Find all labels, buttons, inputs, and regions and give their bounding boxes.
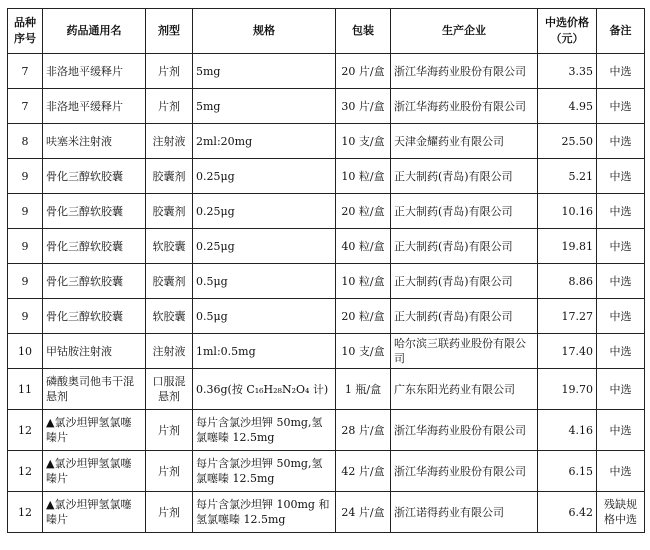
cell-price: 3.35 [538, 54, 597, 89]
cell-price: 19.81 [538, 229, 597, 264]
cell-maker: 浙江华海药业股份有限公司 [391, 410, 538, 451]
cell-spec: 0.25μg [193, 159, 336, 194]
cell-name: ▲氯沙坦钾氢氯噻嗪片 [43, 451, 146, 492]
cell-pack: 10 粒/盒 [336, 264, 391, 299]
cell-pack: 10 支/盒 [336, 124, 391, 159]
cell-note: 中选 [597, 264, 645, 299]
cell-seq: 9 [8, 229, 43, 264]
table-row [8, 492, 645, 533]
cell-price: 5.21 [538, 159, 597, 194]
cell-form: 胶囊剂 [146, 159, 193, 194]
cell-name: 骨化三醇软胶囊 [43, 194, 146, 229]
cell-maker: 浙江诺得药业有限公司 [391, 492, 538, 533]
cell-seq: 9 [8, 159, 43, 194]
cell-price: 4.95 [538, 89, 597, 124]
cell-maker: 浙江华海药业股份有限公司 [391, 451, 538, 492]
cell-pack: 20 粒/盒 [336, 194, 391, 229]
cell-name: ▲氯沙坦钾氢氯噻嗪片 [43, 492, 146, 533]
table-row [8, 159, 645, 194]
cell-note: 中选 [597, 410, 645, 451]
cell-price: 10.16 [538, 194, 597, 229]
cell-maker: 浙江华海药业股份有限公司 [391, 89, 538, 124]
cell-note: 中选 [597, 451, 645, 492]
cell-seq: 7 [8, 54, 43, 89]
cell-form: 片剂 [146, 89, 193, 124]
cell-name: 骨化三醇软胶囊 [43, 229, 146, 264]
cell-seq: 9 [8, 194, 43, 229]
cell-note: 中选 [597, 334, 645, 369]
cell-maker: 正大制药(青岛)有限公司 [391, 194, 538, 229]
header-form: 剂型 [146, 9, 193, 54]
table-row [8, 194, 645, 229]
table-row [8, 54, 645, 89]
cell-price: 25.50 [538, 124, 597, 159]
cell-spec: 每片含氯沙坦钾 50mg,氢氯噻嗪 12.5mg [193, 451, 336, 492]
cell-form: 口服混悬剂 [146, 369, 193, 410]
cell-pack: 10 粒/盒 [336, 159, 391, 194]
cell-pack: 42 片/盒 [336, 451, 391, 492]
cell-seq: 7 [8, 89, 43, 124]
cell-form: 片剂 [146, 54, 193, 89]
cell-price: 17.27 [538, 299, 597, 334]
table-row [8, 264, 645, 299]
cell-spec: 0.36g(按 C₁₆H₂₈N₂O₄ 计) [193, 369, 336, 410]
cell-form: 片剂 [146, 451, 193, 492]
cell-form: 注射液 [146, 124, 193, 159]
cell-seq: 12 [8, 492, 43, 533]
cell-seq: 10 [8, 334, 43, 369]
cell-seq: 11 [8, 369, 43, 410]
header-seq: 品种 序号 [8, 9, 43, 54]
cell-form: 胶囊剂 [146, 194, 193, 229]
cell-name: 非洛地平缓释片 [43, 54, 146, 89]
cell-maker: 正大制药(青岛)有限公司 [391, 159, 538, 194]
cell-spec: 0.25μg [193, 194, 336, 229]
cell-name: 骨化三醇软胶囊 [43, 264, 146, 299]
cell-note: 中选 [597, 299, 645, 334]
cell-note: 中选 [597, 369, 645, 410]
table-row [8, 451, 645, 492]
cell-name: 呋塞米注射液 [43, 124, 146, 159]
cell-maker: 浙江华海药业股份有限公司 [391, 54, 538, 89]
table-row [8, 229, 645, 264]
cell-note: 中选 [597, 229, 645, 264]
cell-name: 骨化三醇软胶囊 [43, 159, 146, 194]
cell-form: 注射液 [146, 334, 193, 369]
cell-note: 中选 [597, 124, 645, 159]
header-spec: 规格 [193, 9, 336, 54]
cell-note: 中选 [597, 54, 645, 89]
cell-maker: 正大制药(青岛)有限公司 [391, 299, 538, 334]
cell-name: 骨化三醇软胶囊 [43, 299, 146, 334]
cell-name: 非洛地平缓释片 [43, 89, 146, 124]
table-row [8, 334, 645, 369]
cell-price: 6.15 [538, 451, 597, 492]
cell-form: 片剂 [146, 492, 193, 533]
cell-pack: 1 瓶/盒 [336, 369, 391, 410]
cell-note: 中选 [597, 159, 645, 194]
cell-spec: 1ml:0.5mg [193, 334, 336, 369]
table-row [8, 89, 645, 124]
cell-spec: 0.5μg [193, 264, 336, 299]
header-name: 药品通用名 [43, 9, 146, 54]
table-header-row [8, 9, 645, 54]
cell-name: ▲氯沙坦钾氢氯噻嗪片 [43, 410, 146, 451]
cell-price: 17.40 [538, 334, 597, 369]
cell-price: 6.42 [538, 492, 597, 533]
document-page [7, 8, 644, 533]
cell-pack: 20 片/盒 [336, 54, 391, 89]
drug-price-table [7, 8, 645, 533]
cell-note: 残缺规格中选 [597, 492, 645, 533]
cell-spec: 5mg [193, 89, 336, 124]
cell-form: 片剂 [146, 410, 193, 451]
cell-seq: 12 [8, 451, 43, 492]
table-row [8, 124, 645, 159]
cell-seq: 8 [8, 124, 43, 159]
cell-maker: 正大制药(青岛)有限公司 [391, 229, 538, 264]
cell-maker: 哈尔滨三联药业股份有限公司 [391, 334, 538, 369]
table-row [8, 410, 645, 451]
cell-spec: 2ml:20mg [193, 124, 336, 159]
cell-spec: 0.5μg [193, 299, 336, 334]
cell-spec: 5mg [193, 54, 336, 89]
cell-seq: 12 [8, 410, 43, 451]
cell-form: 软胶囊 [146, 299, 193, 334]
cell-seq: 9 [8, 299, 43, 334]
cell-maker: 广东东阳光药业有限公司 [391, 369, 538, 410]
cell-pack: 28 片/盒 [336, 410, 391, 451]
cell-spec: 每片含氯沙坦钾 50mg,氢氯噻嗪 12.5mg [193, 410, 336, 451]
cell-form: 软胶囊 [146, 229, 193, 264]
cell-pack: 10 支/盒 [336, 334, 391, 369]
cell-pack: 30 片/盒 [336, 89, 391, 124]
header-price: 中选价格 （元） [538, 9, 597, 54]
header-maker: 生产企业 [391, 9, 538, 54]
cell-spec: 每片含氯沙坦钾 100mg 和氢氯噻嗪 12.5mg [193, 492, 336, 533]
cell-seq: 9 [8, 264, 43, 299]
cell-price: 4.16 [538, 410, 597, 451]
cell-note: 中选 [597, 194, 645, 229]
table-row [8, 299, 645, 334]
cell-spec: 0.25μg [193, 229, 336, 264]
cell-note: 中选 [597, 89, 645, 124]
table-row [8, 369, 645, 410]
cell-price: 19.70 [538, 369, 597, 410]
cell-name: 磷酸奥司他韦干混悬剂 [43, 369, 146, 410]
cell-price: 8.86 [538, 264, 597, 299]
cell-form: 胶囊剂 [146, 264, 193, 299]
cell-pack: 40 粒/盒 [336, 229, 391, 264]
cell-name: 甲钴胺注射液 [43, 334, 146, 369]
cell-maker: 天津金耀药业有限公司 [391, 124, 538, 159]
cell-maker: 正大制药(青岛)有限公司 [391, 264, 538, 299]
header-note: 备注 [597, 9, 645, 54]
cell-pack: 24 片/盒 [336, 492, 391, 533]
header-pack: 包装 [336, 9, 391, 54]
cell-pack: 20 粒/盒 [336, 299, 391, 334]
